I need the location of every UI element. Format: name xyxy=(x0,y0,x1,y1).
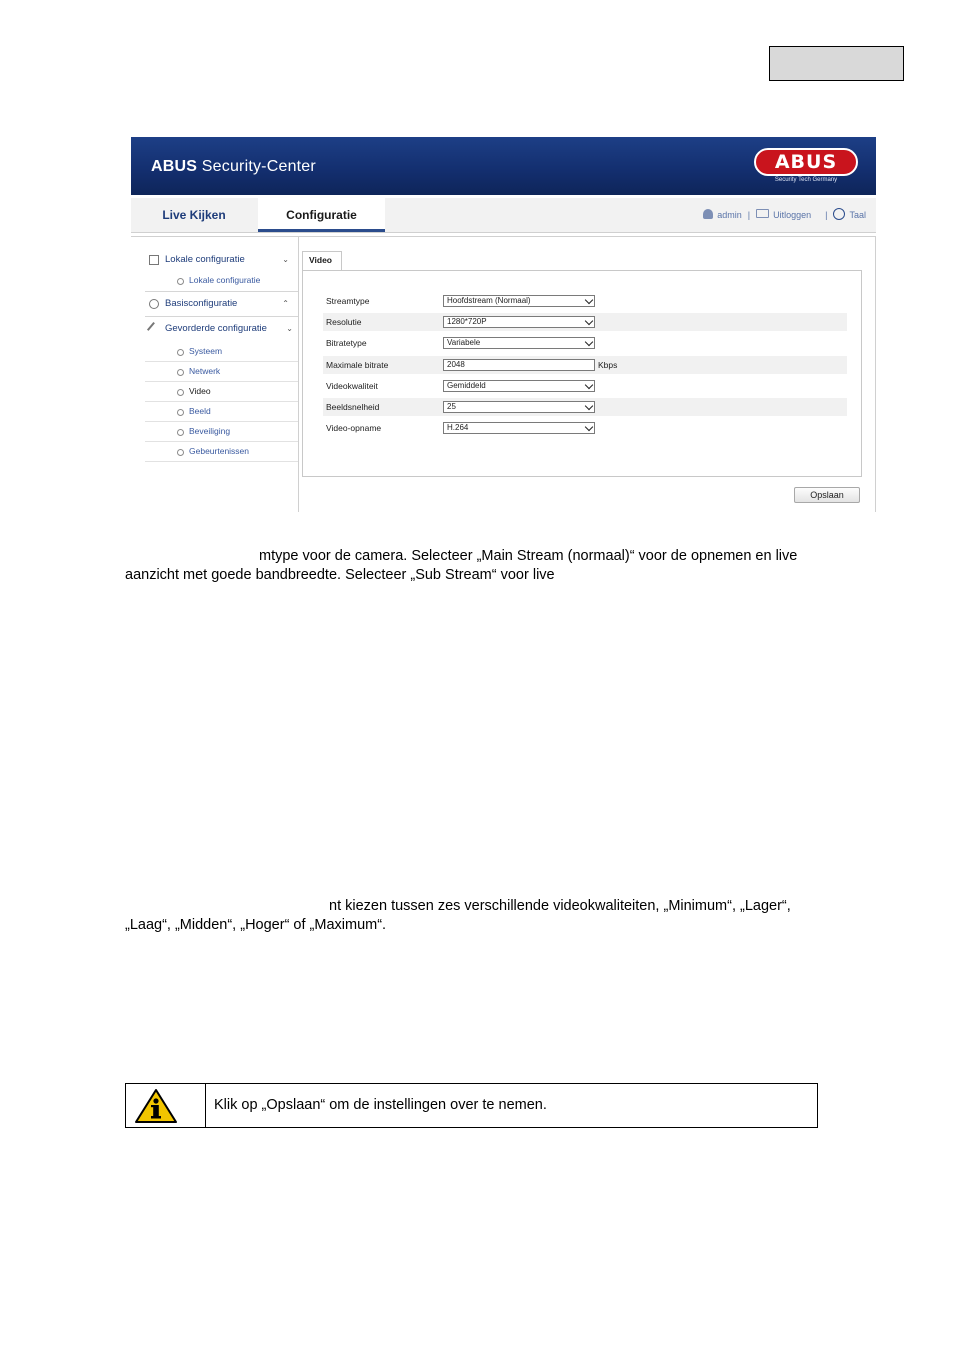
bullet-icon xyxy=(177,429,184,436)
sidebar-item-lokale-configuratie[interactable]: Lokale configuratie xyxy=(145,271,299,290)
beeldsnelheid-select[interactable]: 25 xyxy=(443,401,595,413)
resolutie-select[interactable]: 1280*720P xyxy=(443,316,595,328)
abus-logo: ABUS xyxy=(754,148,858,176)
sidebar-group-gevorderde-configuratie[interactable]: Gevorderde configuratie ⌄ xyxy=(145,318,299,340)
videokwaliteit-select[interactable]: Gemiddeld xyxy=(443,380,595,392)
logout-link[interactable]: Uitloggen xyxy=(773,210,812,220)
language-link[interactable]: Taal xyxy=(849,210,866,220)
chevron-down-icon: ⌄ xyxy=(282,255,289,264)
maximale-bitrate-input[interactable]: 2048 xyxy=(443,359,595,371)
paragraph-streamtype-line2: aanzicht met goede bandbreedte. Selecteer „Sub Stream“ voor live xyxy=(125,567,555,583)
ui-screenshot xyxy=(131,137,876,512)
sidebar-item-gebeurtenissen[interactable]: Gebeurtenissen xyxy=(145,442,299,462)
gear-icon xyxy=(149,299,159,309)
chevron-down-icon: ⌄ xyxy=(286,324,293,333)
user-icon xyxy=(703,209,713,219)
field-row-maximale-bitrate: Maximale bitrate 2048 Kbps xyxy=(323,356,847,374)
dropdown-arrow-icon xyxy=(585,402,593,410)
bullet-icon xyxy=(177,278,184,285)
app-header xyxy=(131,137,876,195)
tab-configuratie[interactable]: Configuratie xyxy=(258,198,385,232)
logout-icon xyxy=(756,209,769,218)
bitrate-unit: Kbps xyxy=(598,360,618,370)
bitratetype-select[interactable]: Variabele xyxy=(443,337,595,349)
bullet-icon xyxy=(177,349,184,356)
info-note xyxy=(125,1083,818,1128)
tab-video[interactable]: Video xyxy=(302,251,342,270)
monitor-icon xyxy=(149,255,159,265)
paragraph-videokwaliteit-line1: nt kiezen tussen zes verschillende videokwaliteiten, „Minimum“, „Lager“, xyxy=(329,898,791,914)
dropdown-arrow-icon xyxy=(585,338,593,346)
info-text: Klik op „Opslaan“ om de instellingen over te nemen. xyxy=(214,1097,547,1113)
sidebar-item-video[interactable]: Video xyxy=(145,382,299,402)
bullet-icon xyxy=(177,389,184,396)
sidebar-item-systeem[interactable]: Systeem xyxy=(145,342,299,362)
video-opname-select[interactable]: H.264 xyxy=(443,422,595,434)
sidebar-group-basisconfiguratie[interactable]: Basisconfiguratie ⌃ xyxy=(145,293,299,315)
bullet-icon xyxy=(177,449,184,456)
field-row-bitratetype: Bitratetype Variabele xyxy=(323,334,847,352)
wrench-icon xyxy=(147,322,161,336)
field-row-resolutie: Resolutie 1280*720P xyxy=(323,313,847,331)
sidebar-item-netwerk[interactable]: Netwerk xyxy=(145,362,299,382)
sidebar-item-beeld[interactable]: Beeld xyxy=(145,402,299,422)
user-bar: admin | Uitloggen | Taal xyxy=(703,198,866,232)
top-nav xyxy=(131,198,876,233)
dropdown-arrow-icon xyxy=(585,423,593,431)
sidebar-item-beveiliging[interactable]: Beveiliging xyxy=(145,422,299,442)
paragraph-videokwaliteit-line2: „Laag“, „Midden“, „Hoger“ of „Maximum“. xyxy=(125,917,387,933)
chevron-up-icon: ⌃ xyxy=(282,299,289,308)
save-button[interactable]: Opslaan xyxy=(794,487,860,503)
app-title: ABUS Security-Center xyxy=(151,158,316,175)
dropdown-arrow-icon xyxy=(585,317,593,325)
field-row-videokwaliteit: Videokwaliteit Gemiddeld xyxy=(323,377,847,395)
language-box xyxy=(769,46,904,81)
info-warning-icon xyxy=(134,1088,178,1124)
video-settings-panel xyxy=(302,270,862,477)
streamtype-select[interactable]: Hoofdstream (Normaal) xyxy=(443,295,595,307)
dropdown-arrow-icon xyxy=(585,381,593,389)
sidebar xyxy=(145,249,299,462)
user-link[interactable]: admin xyxy=(717,210,742,220)
sidebar-group-lokale-configuratie[interactable]: Lokale configuratie ⌄ xyxy=(145,249,299,271)
tab-live-kijken[interactable]: Live Kijken xyxy=(162,208,226,222)
bullet-icon xyxy=(177,369,184,376)
dropdown-arrow-icon xyxy=(585,296,593,304)
field-row-streamtype: Streamtype Hoofdstream (Normaal) xyxy=(323,292,847,310)
field-row-video-opname: Video-opname H.264 xyxy=(323,419,847,437)
logo-tagline: Security Tech Germany xyxy=(774,177,838,183)
globe-icon xyxy=(833,208,845,220)
field-row-beeldsnelheid: Beeldsnelheid 25 xyxy=(323,398,847,416)
paragraph-streamtype-line1: mtype voor de camera. Selecteer „Main Stream (normaal)“ voor de opnemen en live xyxy=(259,548,798,564)
bullet-icon xyxy=(177,409,184,416)
